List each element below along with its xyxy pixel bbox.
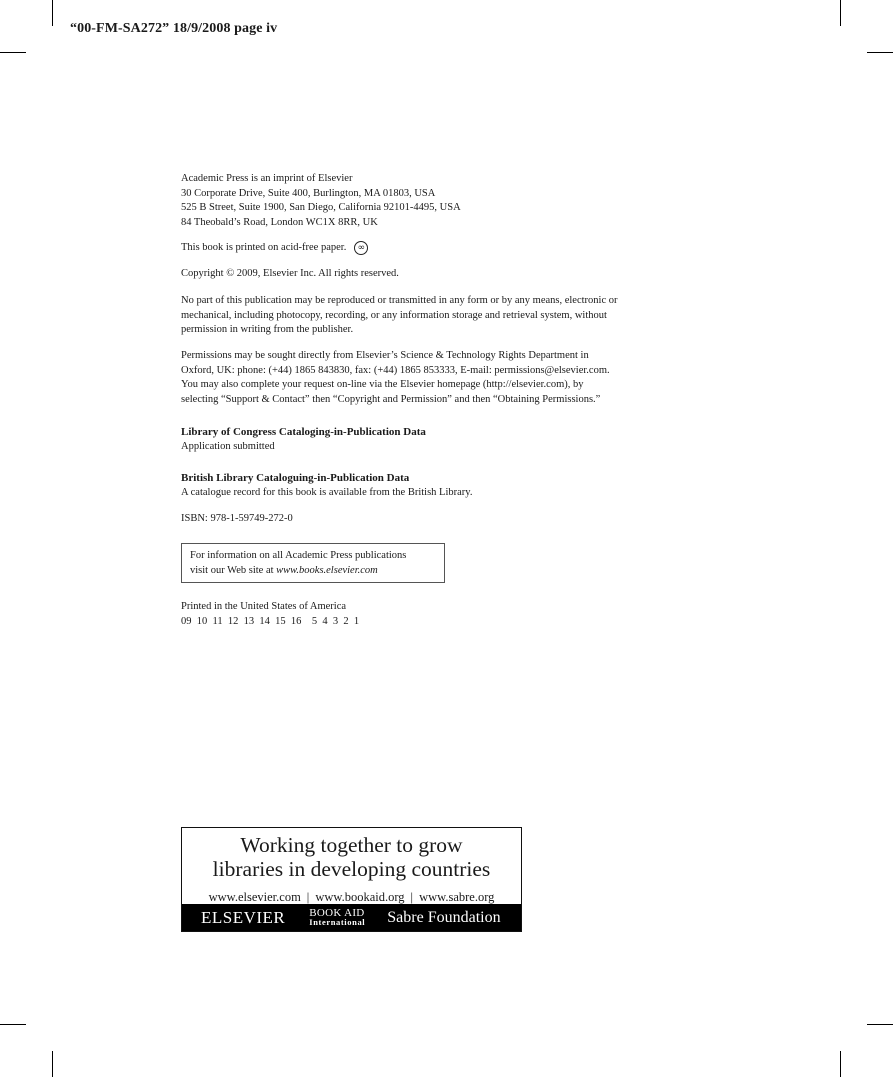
- rights-line: mechanical, including photocopy, recording, or any information storage and retrieval system, without: [181, 309, 607, 321]
- permissions-line: selecting “Support & Contact” then “Copyright and Permission” and then “Obtaining Permissions.”: [181, 393, 601, 405]
- info-prefix: visit our Web site at: [190, 565, 277, 576]
- loc-text: Application submitted: [181, 440, 275, 452]
- url-separator: |: [410, 890, 414, 904]
- slogan-line: Working together to grow: [240, 833, 463, 857]
- elsevier-logo: ELSEVIER: [201, 907, 286, 927]
- crop-mark: [0, 52, 26, 53]
- sabre-url[interactable]: www.sabre.org: [419, 890, 495, 904]
- copyright-text: Copyright © 2009, Elsevier Inc. All rights reserved.: [181, 268, 399, 279]
- isbn-text: ISBN: 978-1-59749-272-0: [181, 513, 293, 524]
- printing-info: [181, 600, 359, 629]
- logo-bar: [182, 904, 521, 931]
- bookaid-logo: [309, 906, 366, 927]
- permissions-notice: [181, 349, 610, 407]
- info-line: [190, 563, 444, 578]
- copyright-notice: [181, 267, 399, 282]
- banner-urls: [182, 890, 521, 905]
- bl-cip: [181, 471, 472, 500]
- crop-mark: [867, 52, 893, 53]
- infinity-icon: ∞: [354, 241, 368, 255]
- crop-mark: [840, 1051, 841, 1077]
- crop-mark: [867, 1024, 893, 1025]
- crop-mark: [52, 0, 53, 26]
- running-head: “00-FM-SA272” 18/9/2008 page iv: [70, 21, 278, 36]
- info-line: For information on all Academic Press publications: [190, 550, 407, 561]
- publisher-address: [181, 172, 461, 230]
- website-link[interactable]: www.books.elsevier.com: [276, 565, 378, 576]
- address-line: 30 Corporate Drive, Suite 400, Burlington, MA 01803, USA: [181, 187, 436, 199]
- bookaid-logo-bottom: International: [309, 916, 366, 927]
- printing-numbers: 09 10 11 12 13 14 15 16 5 4 3 2 1: [181, 615, 360, 627]
- rights-line: permission in writing from the publisher.: [181, 324, 354, 336]
- acid-free-notice: [181, 241, 368, 256]
- address-line: Academic Press is an imprint of Elsevier: [181, 173, 353, 184]
- permissions-line: You may also complete your request on-line via the Elsevier homepage (http://elsevier.com), by: [181, 379, 584, 391]
- address-line: 525 B Street, Suite 1900, San Diego, California 92101-4495, USA: [181, 202, 461, 214]
- sabre-logo: Sabre Foundation: [387, 908, 501, 926]
- bl-text: A catalogue record for this book is available from the British Library.: [181, 486, 473, 498]
- banner-slogan: [182, 833, 521, 881]
- elsevier-url[interactable]: www.elsevier.com: [208, 890, 301, 904]
- loc-cip: [181, 425, 426, 454]
- permissions-line: Oxford, UK: phone: (+44) 1865 843830, fax: (+44) 1865 853333, E-mail: permissions@elsevier.com.: [181, 364, 610, 376]
- book-aid-banner: [181, 827, 522, 932]
- acid-free-text: This book is printed on acid-free paper.: [181, 242, 347, 253]
- isbn: [181, 512, 293, 527]
- slogan-line: libraries in developing countries: [212, 857, 491, 881]
- printed-country: Printed in the United States of America: [181, 601, 347, 612]
- crop-mark: [0, 1024, 26, 1025]
- rights-line: No part of this publication may be reproduced or transmitted in any form or by any means, electronic or: [181, 295, 618, 306]
- url-separator: |: [306, 890, 310, 904]
- rights-notice: [181, 294, 618, 338]
- info-box: [181, 543, 445, 583]
- address-line: 84 Theobald’s Road, London WC1X 8RR, UK: [181, 216, 378, 228]
- crop-mark: [52, 1051, 53, 1077]
- bookaid-logo-top: BOOK AID: [309, 906, 365, 919]
- bookaid-url[interactable]: www.bookaid.org: [315, 890, 405, 904]
- permissions-line: Permissions may be sought directly from Elsevier’s Science & Technology Rights Department in: [181, 350, 589, 361]
- crop-mark: [840, 0, 841, 26]
- loc-heading: Library of Congress Cataloging-in-Publication Data: [181, 426, 426, 438]
- bl-heading: British Library Cataloguing-in-Publication Data: [181, 472, 410, 484]
